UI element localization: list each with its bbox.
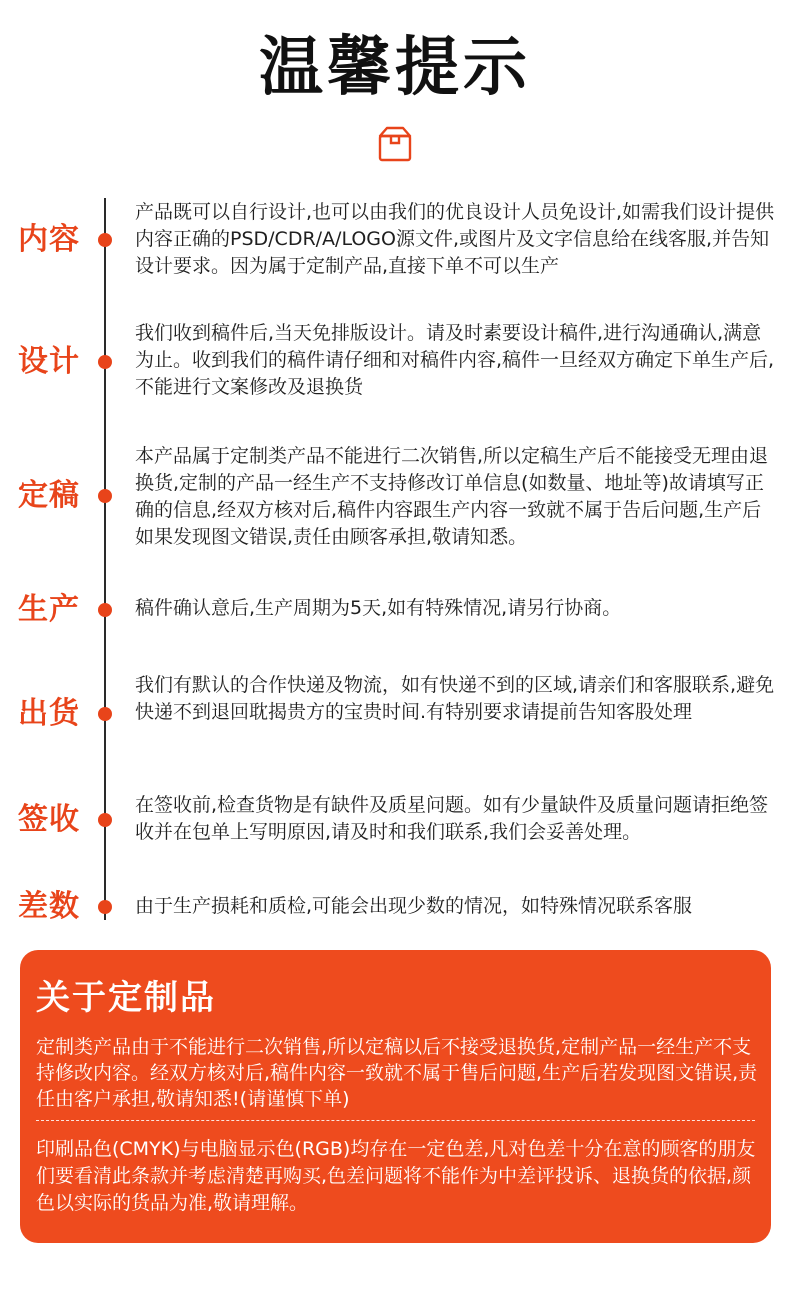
timeline-dot — [98, 233, 112, 247]
item-label: 内容 — [18, 222, 80, 257]
box-icon — [375, 124, 415, 164]
item-text: 产品既可以自行设计,也可以由我们的优良设计人员免设计,如需我们设计提供内容正确的PSD/CDR/A/LOGO源文件,或图片及文字信息给在线客服,并告知设计要求。因为属于定制产品,直接下单不可以生产 — [135, 201, 775, 277]
timeline-line — [104, 198, 106, 920]
item-label: 签收 — [18, 802, 80, 837]
item-text: 本产品属于定制类产品不能进行二次销售,所以定稿生产后不能接受无理由退换货,定制的产品一经生产不支持修改订单信息(如数量、地址等)故请填写正确的信息,经双方核对后,稿件内容跟生产内容一致就不属于告后问题,生产后如果发现图文错误,责任由顾客承担,敬请知悉。 — [135, 445, 769, 548]
item-label: 设计 — [18, 344, 80, 379]
item-label: 定稿 — [18, 478, 80, 513]
timeline-dot — [98, 489, 112, 503]
timeline-dot — [98, 813, 112, 827]
item-label: 出货 — [18, 696, 80, 731]
card-divider — [36, 1120, 755, 1121]
timeline-dot — [98, 603, 112, 617]
page-title: 温馨提示 — [259, 31, 531, 105]
item-text: 由于生产损耗和质检,可能会出现少数的情况，如特殊情况联系客服 — [135, 895, 693, 917]
custom-product-card — [20, 950, 771, 1243]
item-text: 我们有默认的合作快递及物流，如有快递不到的区域,请亲们和客服联系,避免快递不到退回耽揭贵方的宝贵时间.有特别要求请提前告知客股处理 — [135, 674, 775, 723]
timeline-dot — [98, 900, 112, 914]
timeline-dot — [98, 355, 112, 369]
card-title: 关于定制品 — [36, 978, 216, 1018]
item-text: 在签收前,检查货物是有缺件及质星问题。如有少量缺件及质量问题请拒绝签收并在包单上写明原因,请及时和我们联系,我们会妥善处理。 — [135, 794, 769, 843]
item-label: 差数 — [18, 889, 80, 924]
item-label: 生产 — [18, 592, 80, 627]
card-paragraph: 定制类产品由于不能进行二次销售,所以定稿以后不接受退换货,定制产品一经生产不支持修改内容。经双方核对后,稿件内容一致就不属于售后问题,生产后若发现图文错误,责任由客户承担,敬请知悉!(请谨慎下单) — [36, 1036, 758, 1110]
item-text: 稿件确认意后,生产周期为5天,如有特殊情况,请另行协商。 — [135, 597, 622, 619]
card-paragraph: 印刷品色(CMYK)与电脑显示色(RGB)均存在一定色差,凡对色差十分在意的顾客的朋友们要看清此条款并考虑清楚再购买,色差问题将不能作为中差评投诉、退换货的依据,颜色以实际的货品为准,敬请理解。 — [36, 1138, 756, 1214]
item-text: 我们收到稿件后,当天免排版设计。请及时素要设计稿件,进行沟通确认,满意为止。收到我们的稿件请仔细和对稿件内容,稿件一旦经双方确定下单生产后,不能进行文案修改及退换货 — [135, 322, 775, 398]
timeline-dot — [98, 707, 112, 721]
